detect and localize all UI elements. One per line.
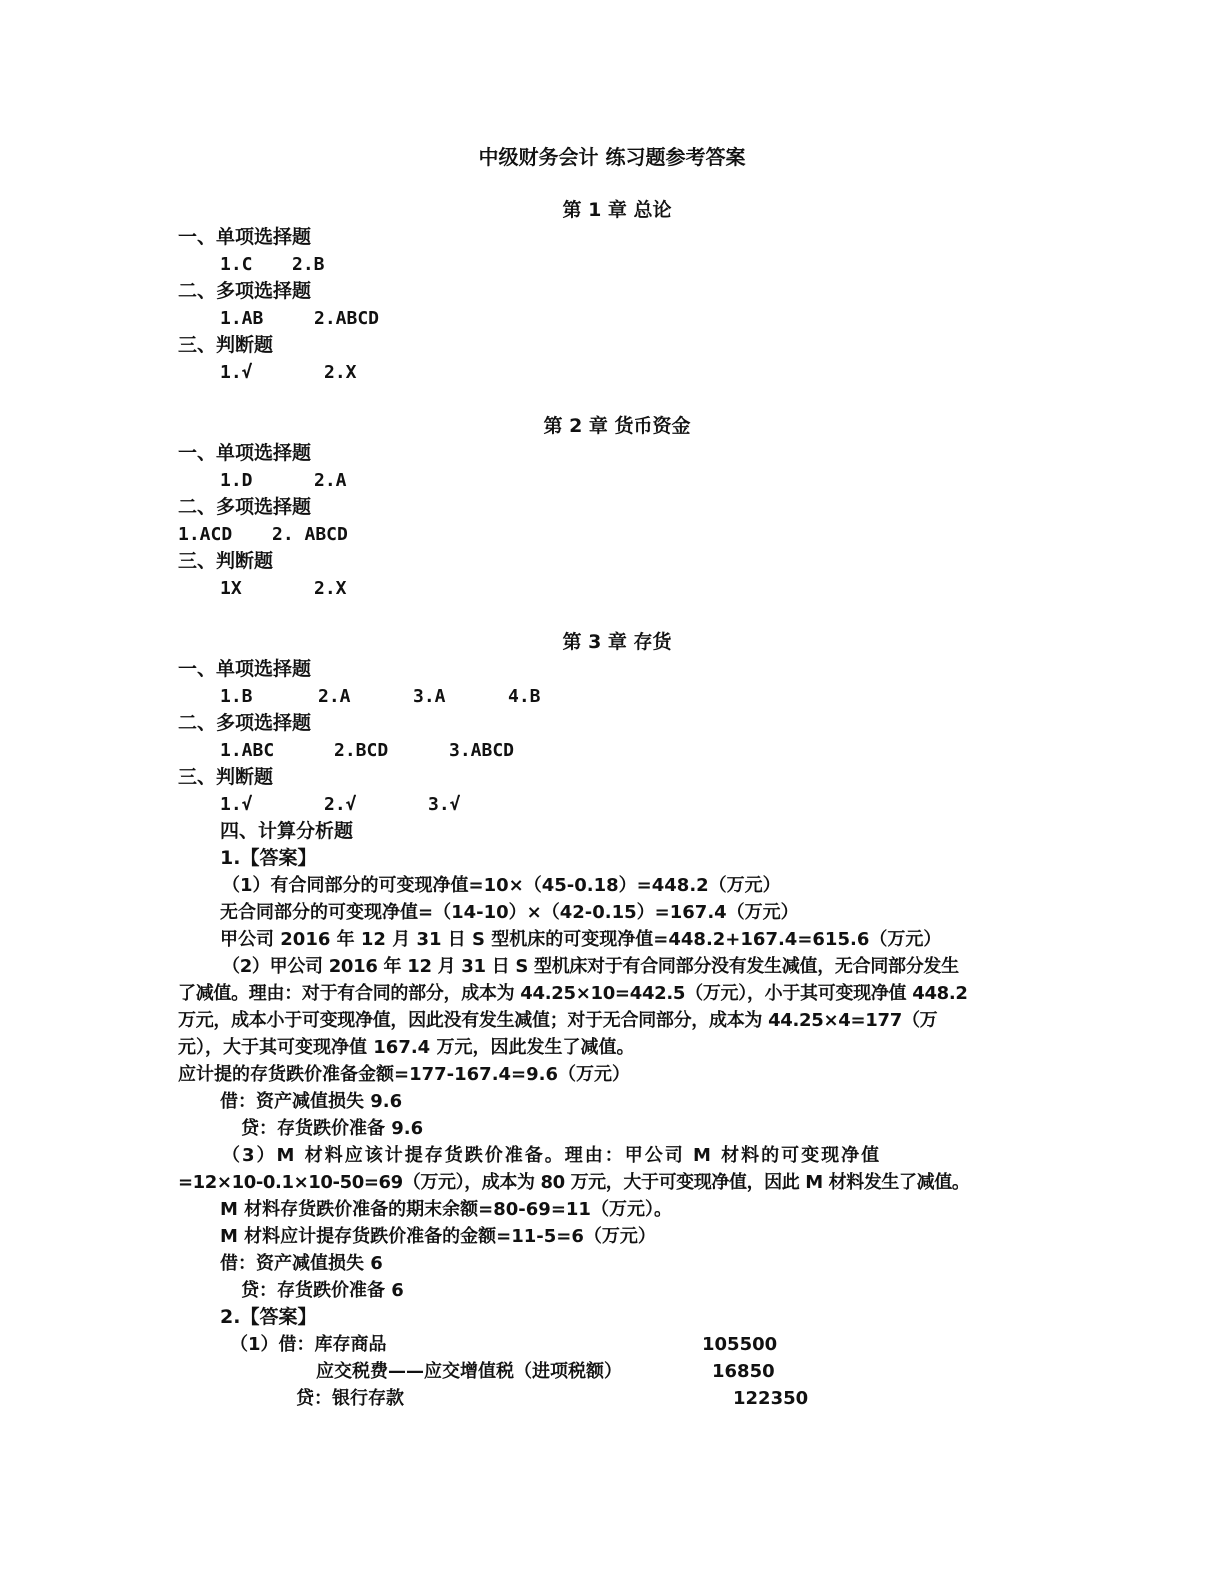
- answer-item: 2. ABCD: [272, 524, 348, 545]
- section-heading: 二、多项选择题: [178, 712, 312, 734]
- answer-line: （1）有合同部分的可变现净值=10×（45-0.18）=448.2（万元）: [222, 875, 781, 896]
- answer-label: 1.【答案】: [220, 847, 317, 869]
- answer-item: 3.ABCD: [449, 740, 515, 761]
- answer-item: 2.X: [324, 362, 357, 383]
- answer-item: 3.√: [428, 794, 461, 815]
- chapter-2-heading: 第 2 章 货币资金: [543, 415, 691, 437]
- answer-item: 2.B: [292, 254, 325, 275]
- answer-item: 1.√: [220, 362, 253, 383]
- section-heading: 三、判断题: [178, 334, 274, 356]
- answer-line: M 材料存货跌价准备的期末余额=80-69=11（万元）。: [220, 1199, 672, 1220]
- section-heading: 一、单项选择题: [178, 226, 312, 248]
- answer-item: 2.X: [314, 578, 347, 599]
- answer-line: =12×10-0.1×10-50=69（万元），成本为 80 万元，大于可变现净值，因此 M 材料发生了减值。: [178, 1172, 970, 1193]
- answer-item: 1.ACD: [178, 524, 233, 545]
- answer-line: 甲公司 2016 年 12 月 31 日 S 型机床的可变现净值=448.2+167.4=615.6（万元）: [220, 929, 942, 950]
- answer-item: 1.√: [220, 794, 253, 815]
- journal-amount: 105500: [702, 1334, 778, 1355]
- journal-debit: 借：资产减值损失 6: [220, 1253, 383, 1274]
- journal-account: （1）借：库存商品: [230, 1334, 387, 1355]
- section-heading: 一、单项选择题: [178, 658, 312, 680]
- section-heading: 三、判断题: [178, 550, 274, 572]
- answer-line: （3）M 材料应该计提存货跌价准备。理由：甲公司 M 材料的可变现净值: [222, 1145, 882, 1166]
- journal-amount: 122350: [733, 1388, 809, 1409]
- answer-label: 2.【答案】: [220, 1306, 317, 1328]
- answer-item: 2.√: [324, 794, 357, 815]
- answer-item: 2.A: [314, 470, 347, 491]
- journal-debit: 借：资产减值损失 9.6: [220, 1091, 403, 1112]
- answer-line: 元），大于其可变现净值 167.4 万元，因此发生了减值。: [178, 1037, 635, 1058]
- answer-line: M 材料应计提存货跌价准备的金额=11-5=6（万元）: [220, 1226, 656, 1247]
- section-heading: 一、单项选择题: [178, 442, 312, 464]
- answer-item: 1.ABC: [220, 740, 275, 761]
- journal-amount: 16850: [712, 1361, 775, 1382]
- answer-line: 应计提的存货跌价准备金额=177-167.4=9.6（万元）: [178, 1064, 631, 1085]
- journal-account: 应交税费——应交增值税（进项税额）: [316, 1361, 622, 1382]
- answer-line: 无合同部分的可变现净值=（14-10）×（42-0.15）=167.4（万元）: [220, 902, 799, 923]
- answer-line: 万元，成本小于可变现净值，因此没有发生减值；对于无合同部分，成本为 44.25×4=177（万: [178, 1010, 938, 1031]
- answer-line: （2）甲公司 2016 年 12 月 31 日 S 型机床对于有合同部分没有发生减值，无合同部分发生: [222, 956, 959, 977]
- section-heading: 二、多项选择题: [178, 280, 312, 302]
- section-heading: 三、判断题: [178, 766, 274, 788]
- journal-account: 贷：银行存款: [296, 1388, 404, 1409]
- answer-item: 2.BCD: [334, 740, 389, 761]
- journal-credit: 贷：存货跌价准备 9.6: [241, 1118, 424, 1139]
- chapter-3-heading: 第 3 章 存货: [562, 631, 672, 653]
- journal-credit: 贷：存货跌价准备 6: [241, 1280, 404, 1301]
- answer-line: 了减值。理由：对于有合同的部分，成本为 44.25×10=442.5（万元），小于其可变现净值 448.2: [178, 983, 968, 1004]
- section-heading: 二、多项选择题: [178, 496, 312, 518]
- document-title: 中级财务会计 练习题参考答案: [478, 145, 746, 169]
- answer-item: 4.B: [508, 686, 541, 707]
- answer-item: 1.D: [220, 470, 253, 491]
- answer-item: 2.ABCD: [314, 308, 380, 329]
- chapter-1-heading: 第 1 章 总论: [562, 199, 672, 221]
- answer-item: 1.AB: [220, 308, 264, 329]
- section-heading: 四、计算分析题: [220, 820, 354, 842]
- answer-item: 3.A: [413, 686, 446, 707]
- answer-item: 2.A: [318, 686, 351, 707]
- answer-item: 1.C: [220, 254, 253, 275]
- answer-item: 1X: [220, 578, 242, 599]
- answer-item: 1.B: [220, 686, 253, 707]
